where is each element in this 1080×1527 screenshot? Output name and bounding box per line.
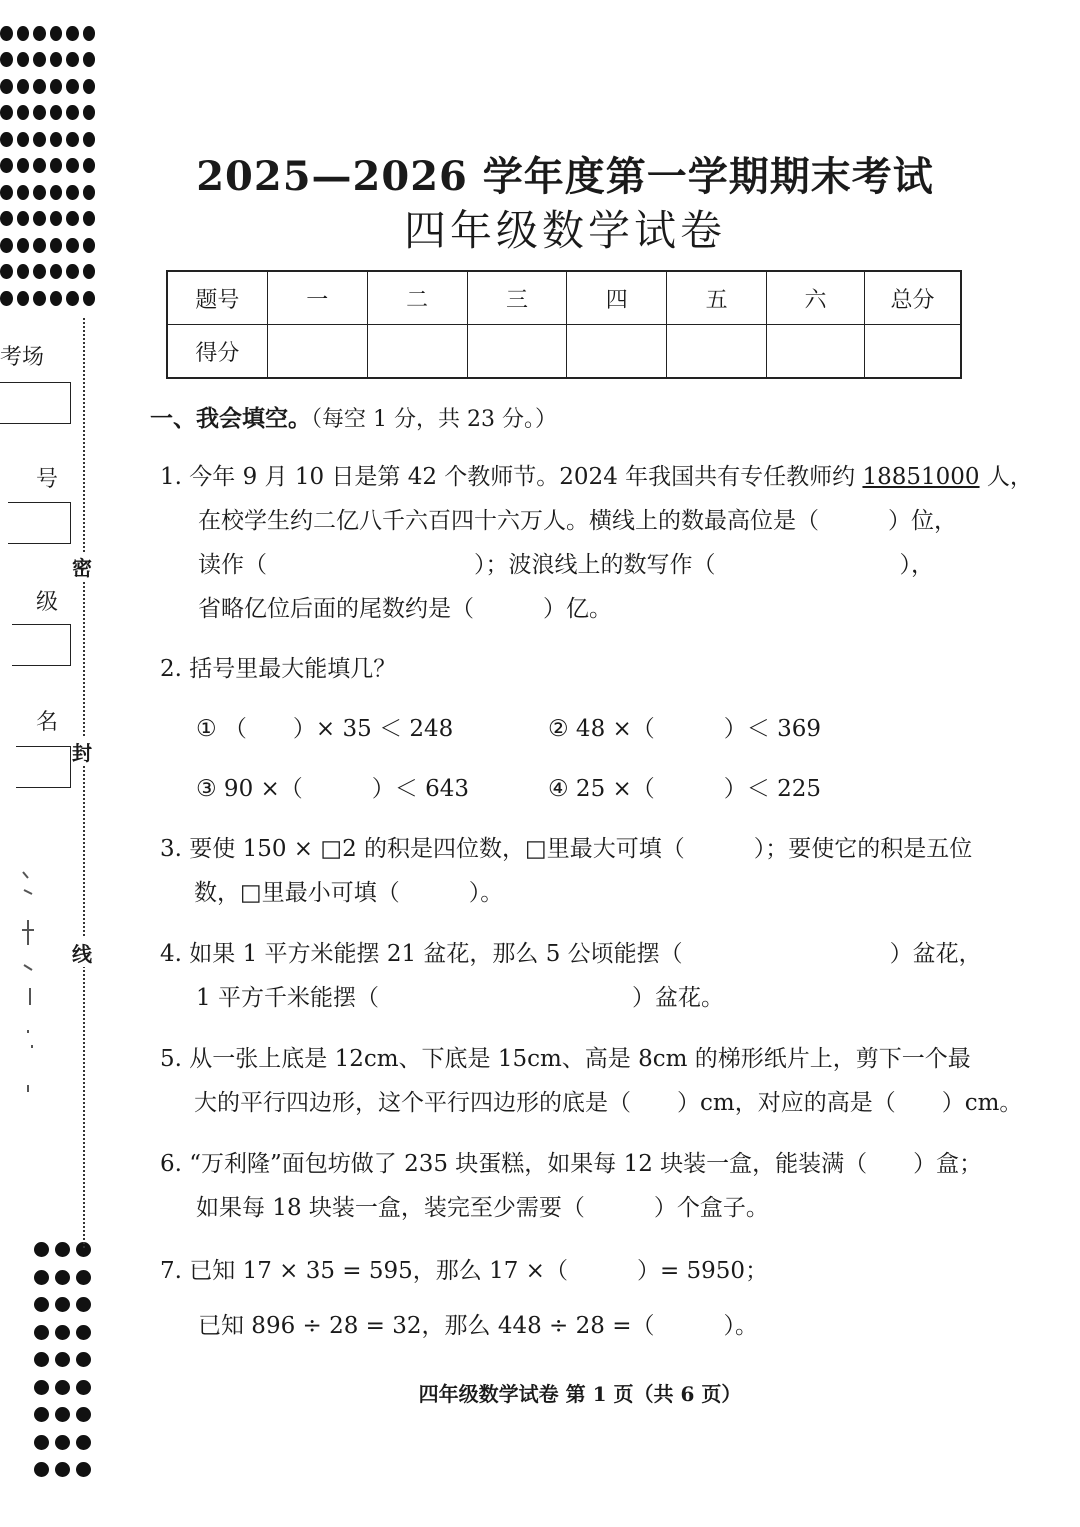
seal-char-mi: 密 <box>72 552 92 581</box>
dot-row <box>0 47 95 74</box>
punch-dot <box>17 105 30 120</box>
punch-dot <box>0 105 13 120</box>
q5-line-1: 5. 从一张上底是 12cm、下底是 15cm、高是 8cm 的梯形纸片上，剪下一个最 <box>160 1046 971 1072</box>
punch-dot <box>17 52 30 67</box>
punch-dot <box>50 105 63 120</box>
punch-dot <box>17 79 30 94</box>
col-header-total: 总分 <box>864 271 961 325</box>
dot-row <box>34 1236 99 1264</box>
class-box[interactable] <box>12 624 71 666</box>
label-exam-no: 号 <box>36 467 59 492</box>
dot-row <box>0 20 95 47</box>
seal-char-xian: 线 <box>72 938 92 967</box>
punch-dot <box>76 1462 91 1477</box>
punch-dot <box>76 1270 91 1285</box>
score-cell-2[interactable] <box>367 325 467 379</box>
punch-dot <box>0 26 13 41</box>
dot-row <box>34 1291 99 1319</box>
punch-dot <box>33 264 46 279</box>
punch-dot <box>66 105 79 120</box>
score-cell-1[interactable] <box>267 325 367 379</box>
q1-line-2: 在校学生约二亿八千六百四十六万人。横线上的数最高位是（ ）位， <box>198 508 957 534</box>
punch-dot <box>66 264 79 279</box>
punch-dot <box>55 1297 70 1312</box>
faint-side-marks <box>18 870 38 1100</box>
punch-dot <box>33 291 46 306</box>
punch-dot <box>66 26 79 41</box>
q2-item-2: ② 48 ×（ ）＜ 369 <box>548 716 821 742</box>
punch-dot <box>55 1242 70 1257</box>
label-exam-room: 考场 <box>0 345 45 370</box>
punch-dot <box>34 1435 49 1450</box>
q2-item-3: ③ 90 ×（ ）＜ 643 <box>196 776 469 802</box>
punch-dot <box>50 52 63 67</box>
score-table <box>166 270 962 379</box>
punch-dot <box>83 79 96 94</box>
score-cell-total[interactable] <box>864 325 961 379</box>
punch-dot <box>55 1407 70 1422</box>
q1-underlined-number: 18851000 <box>862 464 980 490</box>
punch-dot <box>83 291 96 306</box>
punch-dot <box>34 1407 49 1422</box>
dot-row <box>34 1456 99 1484</box>
q1-line-4: 省略亿位后面的尾数约是（ ）亿。 <box>198 596 612 622</box>
seal-dotted-line <box>83 318 85 1248</box>
q7-line-1: 7. 已知 17 × 35 = 595，那么 17 ×（ ）= 5950； <box>160 1258 769 1284</box>
score-cell-4[interactable] <box>567 325 667 379</box>
punch-dot <box>76 1325 91 1340</box>
score-table-score-row <box>167 325 961 379</box>
punch-dot <box>0 52 13 67</box>
q1-line-3: 读作（ ）；波浪线上的数写作（ ）， <box>198 552 934 578</box>
punch-dot <box>34 1352 49 1367</box>
punch-dot <box>50 79 63 94</box>
exam-no-box[interactable] <box>8 502 71 544</box>
q2-item-1: ① （ ）× 35 ＜ 248 <box>196 716 454 742</box>
dot-row <box>34 1319 99 1347</box>
punch-dot <box>83 26 96 41</box>
col-header-5: 五 <box>667 271 767 325</box>
punch-dot <box>33 26 46 41</box>
q2-stem: 2. 括号里最大能填几？ <box>160 656 397 682</box>
q3-line-1: 3. 要使 150 × □2 的积是四位数，□里最大可填（ ）；要使它的积是五位 <box>160 836 973 862</box>
seal-char-feng: 封 <box>72 737 92 766</box>
dot-row <box>0 285 95 312</box>
punch-dot <box>17 291 30 306</box>
punch-dot <box>66 291 79 306</box>
q1-text-pre: 1. 今年 9 月 10 日是第 42 个教师节。2024 年我国共有专任教师约 <box>160 464 863 490</box>
punch-dot <box>55 1270 70 1285</box>
name-box[interactable] <box>16 746 71 788</box>
punch-dot <box>33 79 46 94</box>
score-cell-6[interactable] <box>767 325 865 379</box>
q4-line-1: 4. 如果 1 平方米能摆 21 盆花，那么 5 公顷能摆（ ）盆花， <box>160 941 982 967</box>
col-header-3: 三 <box>467 271 567 325</box>
label-class: 级 <box>36 590 59 615</box>
q2-item-4: ④ 25 ×（ ）＜ 225 <box>548 776 821 802</box>
punch-dot <box>76 1435 91 1450</box>
punch-dot <box>17 264 30 279</box>
punch-dot <box>66 79 79 94</box>
punch-dot <box>34 1242 49 1257</box>
punch-dot <box>50 26 63 41</box>
exam-title: 2025—2026 学年度第一学期期末考试 <box>196 153 934 200</box>
q1-line-1 <box>160 458 1033 491</box>
punch-dot <box>83 264 96 279</box>
q6-line-2: 如果每 18 块装一盒，装完至少需要（ ）个盒子。 <box>196 1195 769 1221</box>
punch-dot <box>50 264 63 279</box>
punch-dot <box>55 1325 70 1340</box>
section-1-title: 一、我会填空。 <box>150 405 311 432</box>
score-cell-5[interactable] <box>667 325 767 379</box>
punch-dot <box>55 1435 70 1450</box>
punch-dot <box>33 52 46 67</box>
punch-dot <box>0 79 13 94</box>
q3-line-2: 数，□里最小可填（ ）。 <box>194 880 504 906</box>
punch-dot <box>34 1462 49 1477</box>
q7-line-2: 已知 896 ÷ 28 = 32，那么 448 ÷ 28 =（ ）。 <box>198 1313 758 1339</box>
paper-title: 四年级数学试卷 <box>403 206 726 255</box>
punch-dot <box>76 1352 91 1367</box>
dot-row <box>34 1264 99 1292</box>
punch-dot <box>76 1297 91 1312</box>
punch-dot <box>66 52 79 67</box>
label-name: 名 <box>36 710 59 735</box>
punch-dot <box>34 1325 49 1340</box>
q5-line-2: 大的平行四边形，这个平行四边形的底是（ ）cm，对应的高是（ ）cm。 <box>194 1090 1023 1116</box>
exam-room-box[interactable] <box>0 382 71 424</box>
col-header-6: 六 <box>767 271 865 325</box>
punch-dot <box>33 105 46 120</box>
col-header-1: 一 <box>267 271 367 325</box>
punch-dot <box>34 1297 49 1312</box>
section-1-heading <box>150 400 557 433</box>
q1-text-post: 人， <box>979 464 1033 490</box>
q4-line-2: 1 平方千米能摆（ ）盆花。 <box>196 985 724 1011</box>
dot-row <box>34 1429 99 1457</box>
punch-dot <box>0 291 13 306</box>
punch-dot <box>83 52 96 67</box>
section-1-note: （每空 1 分，共 23 分。） <box>311 407 557 432</box>
punch-dot <box>50 291 63 306</box>
score-table-header-row <box>167 271 961 325</box>
punch-dot <box>83 105 96 120</box>
binding-dots-bottom <box>34 1236 99 1484</box>
punch-dot <box>0 264 13 279</box>
row-header-score: 得分 <box>167 325 267 379</box>
dot-row <box>0 100 95 127</box>
page-footer: 四年级数学试卷 第 1 页（共 6 页） <box>418 1382 742 1406</box>
punch-dot <box>55 1462 70 1477</box>
dot-row <box>0 259 95 286</box>
punch-dot <box>55 1352 70 1367</box>
col-header-4: 四 <box>567 271 667 325</box>
punch-dot <box>34 1270 49 1285</box>
dot-row <box>34 1346 99 1374</box>
punch-dot <box>76 1407 91 1422</box>
col-header-2: 二 <box>367 271 467 325</box>
row-header-question-no: 题号 <box>167 271 267 325</box>
score-cell-3[interactable] <box>467 325 567 379</box>
dot-row <box>0 73 95 100</box>
punch-dot <box>17 26 30 41</box>
q6-line-1: 6. “万利隆”面包坊做了 235 块蛋糕，如果每 12 块装一盒，能装满（ ）盒； <box>160 1151 983 1177</box>
